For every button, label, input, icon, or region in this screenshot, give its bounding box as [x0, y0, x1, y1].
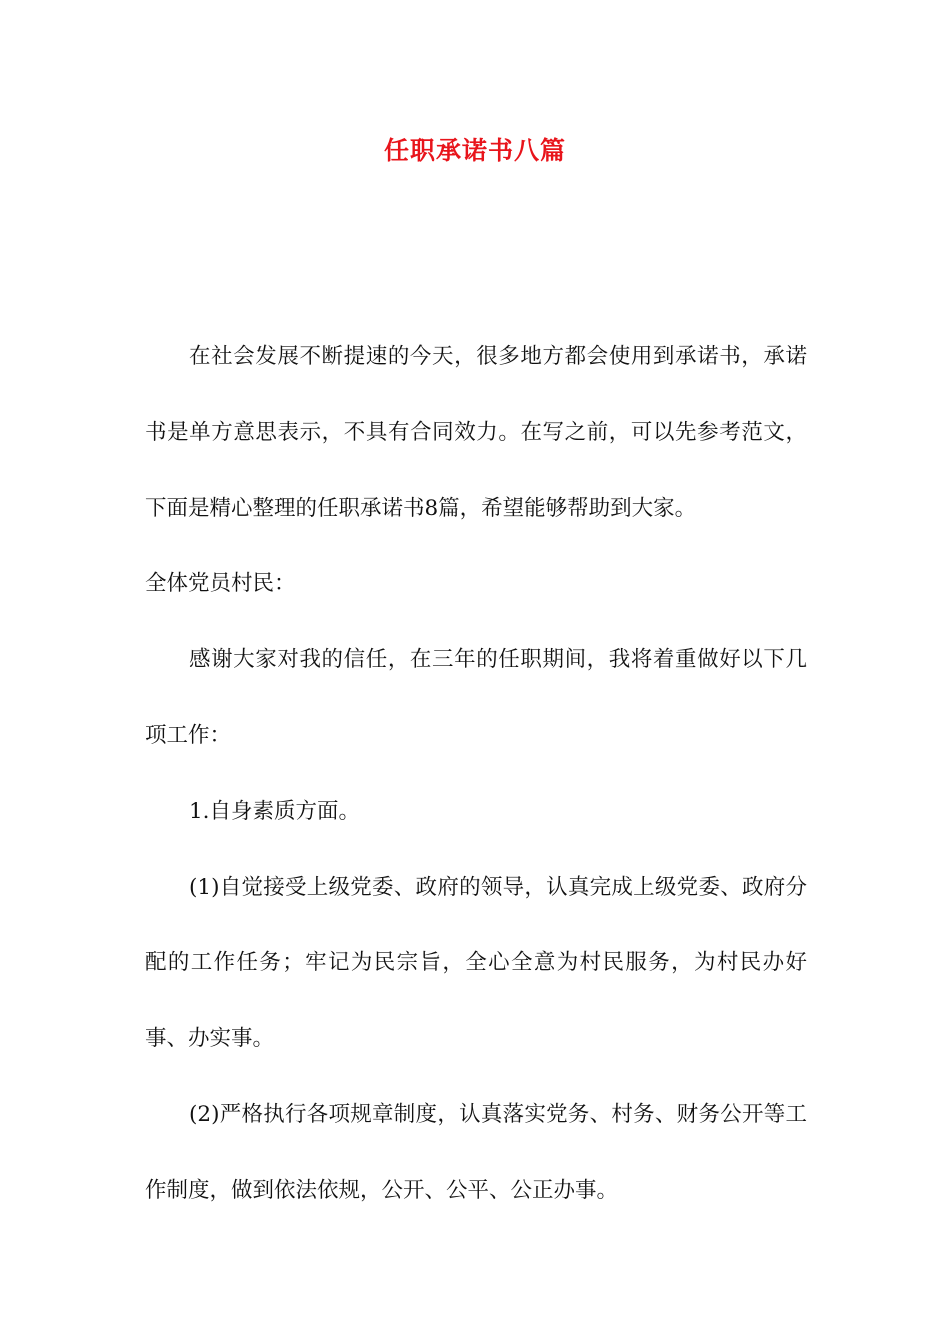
document-title: 任职承诺书八篇 — [383, 136, 566, 165]
item-paragraph-1: (1)自觉接受上级党委、政府的领导，认真完成上级党委、政府分配的工作任务；牢记为民宗旨，全心全意为村民服务，为村民办好事、办实事。 — [145, 874, 807, 1052]
section-heading: 1.自身素质方面。 — [189, 798, 361, 824]
intro-paragraph: 在社会发展不断提速的今天，很多地方都会使用到承诺书，承诺书是单方意思表示，不具有合同效力。在写之前，可以先参考范文，下面是精心整理的任职承诺书8篇，希望能够帮助到大家。 — [145, 344, 807, 521]
salutation-paragraph: 全体党员村民： — [145, 571, 296, 597]
document-body — [145, 319, 807, 1229]
thanks-paragraph: 感谢大家对我的信任，在三年的任职期间，我将着重做好以下几项工作： — [145, 647, 807, 748]
item-paragraph-2: (2)严格执行各项规章制度，认真落实党务、村务、财务公开等工作制度，做到依法依规，公开、公平、公正办事。 — [145, 1101, 807, 1203]
